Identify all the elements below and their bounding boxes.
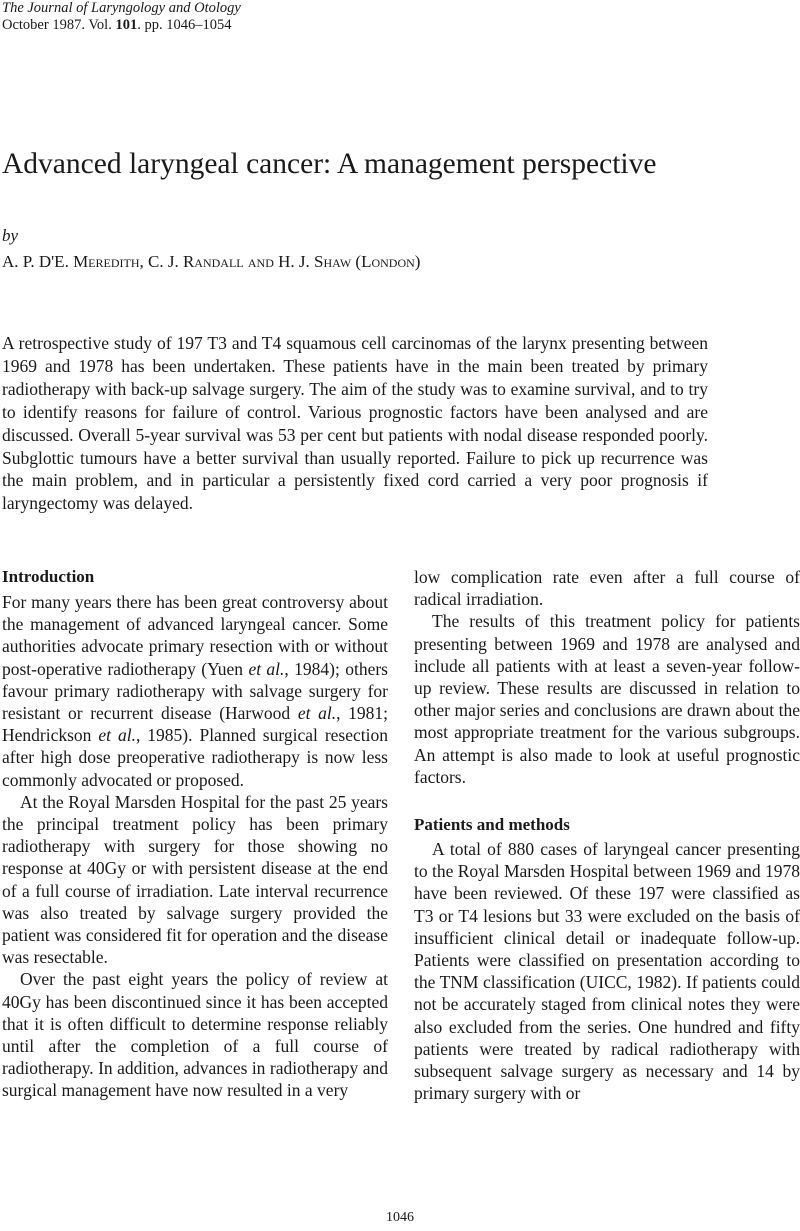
right-column: [414, 566, 800, 1104]
methods-paragraph-1: A total of 880 cases of laryngeal cancer presenting to the Royal Marsden Hospital between 1969 and 1978 have been reviewed. Of these 197 were classified as T3 or T4 lesions but 33 were excluded on the basis of insufficient clinical detail or inadequate follow-up. Patients were classified on presentation according to the TNM classification (UICC, 1982). If patients could not be accurately staged from clinical notes they were also excluded from the series. One hundred and fifty patients were treated by radical radiotherapy with subsequent salvage surgery as necessary and 14 by primary surgery with or: [414, 839, 800, 1104]
article-title: Advanced laryngeal cancer: A management perspective: [2, 148, 657, 180]
issue-prefix: October 1987. Vol.: [2, 17, 116, 33]
intro-paragraph-3: Over the past eight years the policy of review at 40Gy has been discontinued since it has been accepted that it is often difficult to determine response reliably until after the completion of a full course of radiotherapy. In addition, advances in radiotherapy and surgical management have now resulted in a very: [2, 969, 388, 1101]
introduction-heading: Introduction: [2, 567, 95, 586]
page-range: . pp. 1046–1054: [137, 17, 232, 33]
left-column: [2, 566, 388, 1102]
journal-name: The Journal of Laryngology and Otology: [2, 0, 241, 16]
intro-paragraph-4: The results of this treatment policy for patients presenting between 1969 and 1978 are analysed and include all patients with at least a seven-year follow-up review. These results are discussed in relation to other major series and conclusions are drawn about the most appropriate treatment for the various subgroups. An attempt is also made to look at useful prognostic factors.: [414, 611, 800, 787]
volume-number: 101: [115, 17, 138, 33]
journal-issue: [2, 17, 241, 34]
page-number: 1046: [386, 1210, 414, 1225]
byline-by: by: [2, 226, 19, 245]
intro-paragraph-3-continued: low complication rate even after a full course of radical irradiation.: [414, 567, 800, 610]
intro-paragraph-2: At the Royal Marsden Hospital for the past 25 years the principal treatment policy has been primary radiotherapy with surgery for those showing no response at 40Gy or with persistent disease at the end of a full course of irradiation. Late interval recurrence was also treated by salvage surgery provided the patient was considered fit for operation and the disease was resectable.: [2, 791, 388, 968]
intro-paragraph-1: For many years there has been great controversy about the management of advanced laryngeal cancer. Some authorities advocate primary resection with or without post-operative radiotherapy (Yuen et al., 1984); others favour primary radiotherapy with salvage surgery for resistant or recurrent disease (Harwood et al., 1981; Hendrickson et al., 1985). Planned surgical resection after high dose preoperative radiotherapy is now less commonly advocated or proposed.: [2, 592, 388, 790]
patients-methods-heading: Patients and methods: [414, 815, 570, 835]
abstract: A retrospective study of 197 T3 and T4 squamous cell carcinomas of the larynx presenting between 1969 and 1978 has been undertaken. These patients have in the main been treated by primary radiotherapy with back-up salvage surgery. The aim of the study was to examine survival, and to try to identify reasons for failure of control. Various prognostic factors have been analysed and are discussed. Overall 5-year survival was 53 per cent but patients with nodal disease responded poorly. Subglottic tumours have a better survival than usually reported. Failure to pick up recurrence was the main problem, and in particular a persistently fixed cord carried a very poor prognosis if laryngectomy was delayed.: [2, 333, 708, 514]
journal-header: [2, 0, 241, 34]
authors: A. P. D'E. Meredith, C. J. Randall and H. J. Shaw (London): [2, 252, 421, 271]
